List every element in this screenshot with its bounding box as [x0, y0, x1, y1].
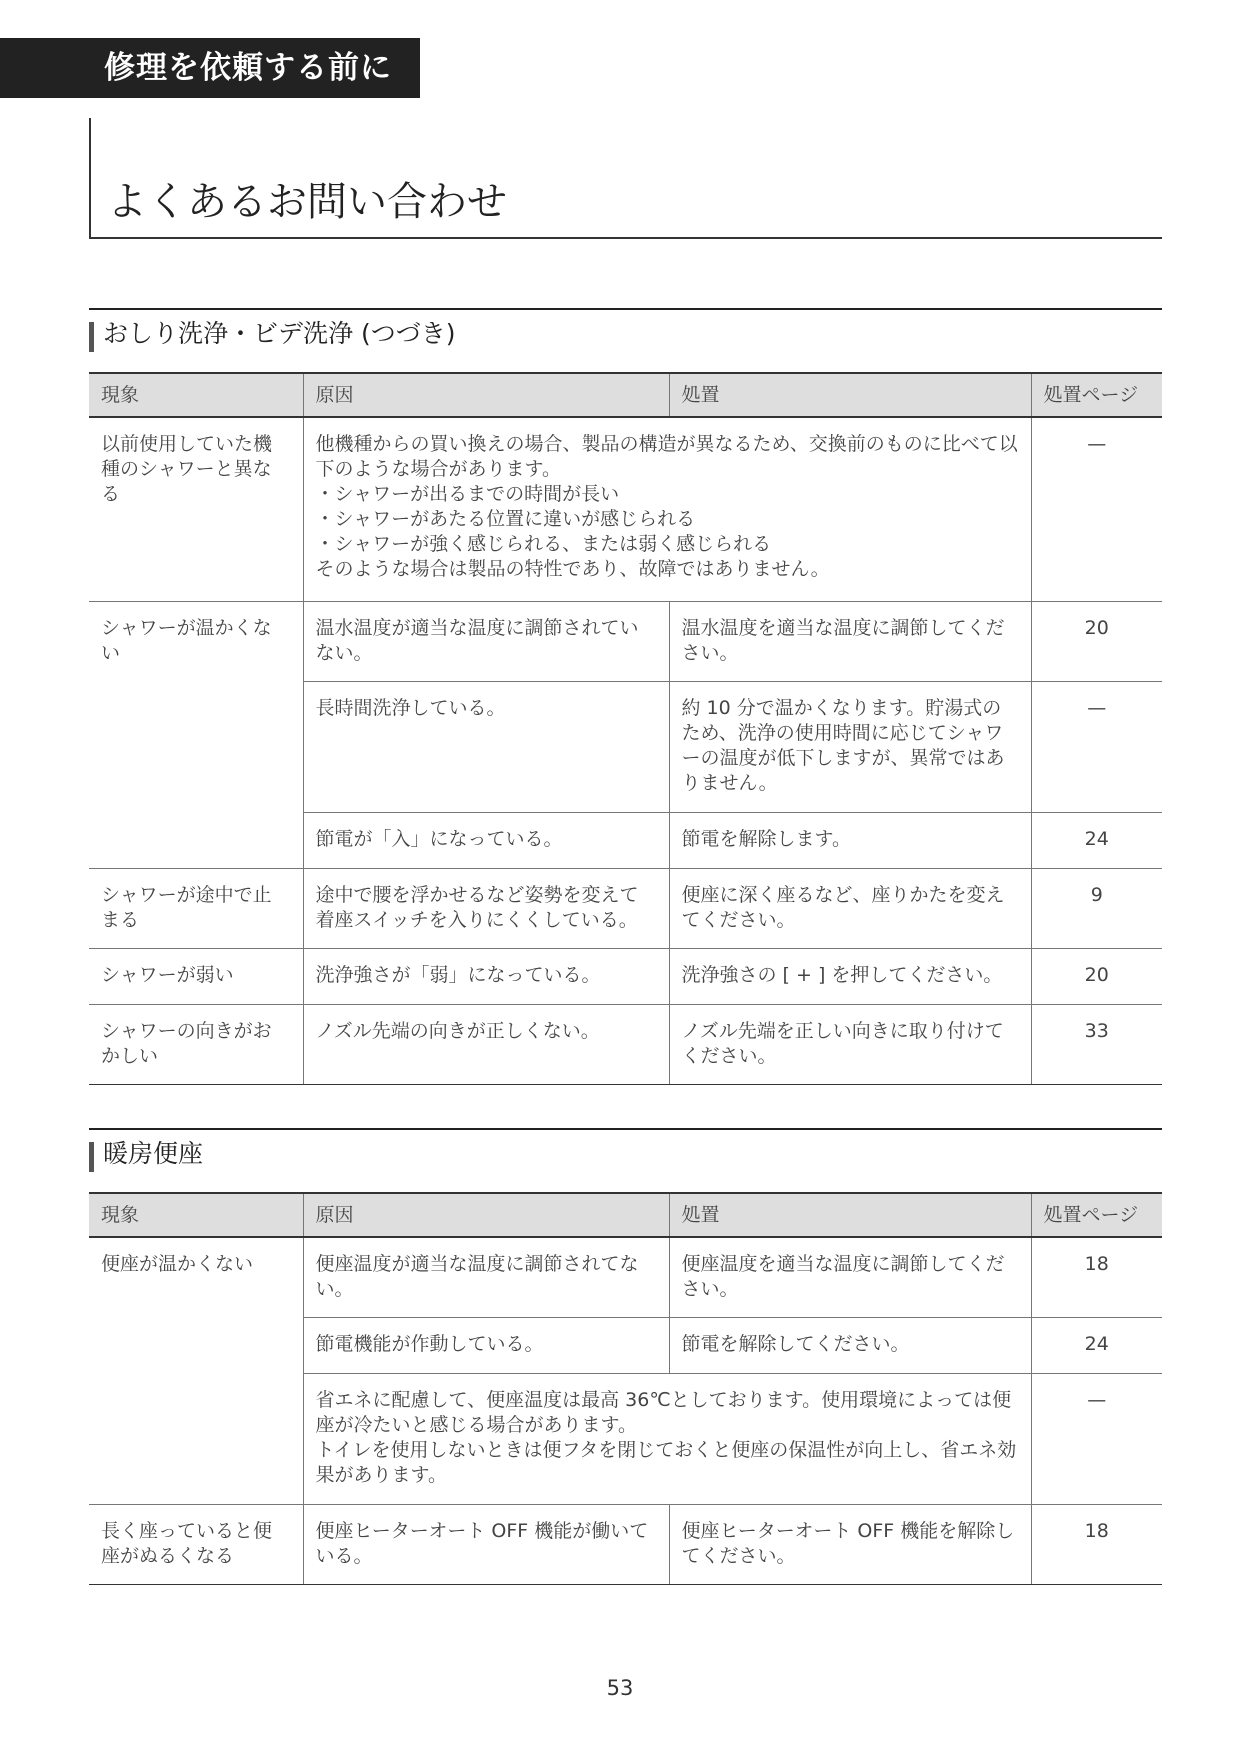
header-cause: 原因: [303, 1193, 669, 1237]
table-row: [89, 417, 1162, 602]
page-ref-cell: —: [1031, 1374, 1162, 1505]
faq-table-washing: [89, 372, 1162, 1085]
remedy-cell: 節電を解除します。: [669, 813, 1031, 869]
section-heading-washing: [89, 308, 1162, 350]
page-ref-cell: 20: [1031, 949, 1162, 1005]
title-frame: [89, 118, 1162, 239]
remedy-cell: 洗浄強さの [ + ] を押してください。: [669, 949, 1031, 1005]
header-ref-page: 処置ページ: [1031, 373, 1162, 417]
section-heading-heated-seat: [89, 1128, 1162, 1170]
table-row: [89, 1505, 1162, 1585]
cause-cell: 節電が「入」になっている。: [303, 813, 669, 869]
page-ref-cell: 20: [1031, 602, 1162, 682]
cause-cell: 長時間洗浄している。: [303, 682, 669, 813]
page-ref-cell: 24: [1031, 1318, 1162, 1374]
symptom-cell: シャワーの向きがおかしい: [89, 1005, 303, 1085]
table-row: [89, 949, 1162, 1005]
table-row: [89, 602, 1162, 682]
remedy-cell: 温水温度を適当な温度に調節してください。: [669, 602, 1031, 682]
symptom-cell: シャワーが弱い: [89, 949, 303, 1005]
table-header-row: [89, 373, 1162, 417]
remedy-cell: 節電を解除してください。: [669, 1318, 1031, 1374]
table-row: [89, 1237, 1162, 1318]
cause-cell: 他機種からの買い換えの場合、製品の構造が異なるため、交換前のものに比べて以下のような場合があります。 ・シャワーが出るまでの時間が長い ・シャワーがあたる位置に違いが感じられる ・シャワーが強く感じられる、または弱く感じられる そのような場合は製品の特性であり、故障ではありません。: [303, 417, 1031, 602]
symptom-cell: 便座が温かくない: [89, 1237, 303, 1505]
header-cause: 原因: [303, 373, 669, 417]
cause-cell: 節電機能が作動している。: [303, 1318, 669, 1374]
cause-cell: 便座温度が適当な温度に調節されてない。: [303, 1237, 669, 1318]
cause-cell: 便座ヒーターオート OFF 機能が働いている。: [303, 1505, 669, 1585]
remedy-cell: 便座に深く座るなど、座りかたを変えてください。: [669, 869, 1031, 949]
page-ref-cell: 24: [1031, 813, 1162, 869]
page-ref-cell: —: [1031, 417, 1162, 602]
cause-cell: ノズル先端の向きが正しくない。: [303, 1005, 669, 1085]
symptom-cell: 以前使用していた機種のシャワーと異なる: [89, 417, 303, 602]
chapter-label: 修理を依頼する前に: [0, 38, 420, 98]
symptom-cell: シャワーが温かくない: [89, 602, 303, 869]
faq-table-heated-seat: [89, 1192, 1162, 1585]
page-ref-cell: 9: [1031, 869, 1162, 949]
table-header-row: [89, 1193, 1162, 1237]
page-number: 53: [606, 1676, 634, 1700]
remedy-cell: 便座ヒーターオート OFF 機能を解除してください。: [669, 1505, 1031, 1585]
table-row: [89, 869, 1162, 949]
header-remedy: 処置: [669, 1193, 1031, 1237]
cause-cell: 途中で腰を浮かせるなど姿勢を変えて着座スイッチを入りにくくしている。: [303, 869, 669, 949]
page-ref-cell: 18: [1031, 1505, 1162, 1585]
symptom-cell: 長く座っていると便座がぬるくなる: [89, 1505, 303, 1585]
remedy-cell: ノズル先端を正しい向きに取り付けてください。: [669, 1005, 1031, 1085]
page-ref-cell: 18: [1031, 1237, 1162, 1318]
cause-cell: 省エネに配慮して、便座温度は最高 36℃としております。使用環境によっては便座が冷たいと感じる場合があります。 トイレを使用しないときは便フタを閉じておくと便座の保温性が向上し、省エネ効果があります。: [303, 1374, 1031, 1505]
cause-cell: 洗浄強さが「弱」になっている。: [303, 949, 669, 1005]
remedy-cell: 約 10 分で温かくなります。貯湯式のため、洗浄の使用時間に応じてシャワーの温度が低下しますが、異常ではありません。: [669, 682, 1031, 813]
symptom-cell: シャワーが途中で止まる: [89, 869, 303, 949]
section-marker: [89, 322, 94, 352]
section-title: おしり洗浄・ビデ洗浄 (つづき): [103, 319, 456, 348]
header-ref-page: 処置ページ: [1031, 1193, 1162, 1237]
header-remedy: 処置: [669, 373, 1031, 417]
header-symptom: 現象: [89, 1193, 303, 1237]
cause-cell: 温水温度が適当な温度に調節されていない。: [303, 602, 669, 682]
remedy-cell: 便座温度を適当な温度に調節してください。: [669, 1237, 1031, 1318]
header-symptom: 現象: [89, 373, 303, 417]
table-row: [89, 1005, 1162, 1085]
page-ref-cell: 33: [1031, 1005, 1162, 1085]
section-title: 暖房便座: [103, 1139, 204, 1168]
section-marker: [89, 1142, 94, 1172]
page-ref-cell: —: [1031, 682, 1162, 813]
page-title: よくあるお問い合わせ: [107, 179, 507, 225]
